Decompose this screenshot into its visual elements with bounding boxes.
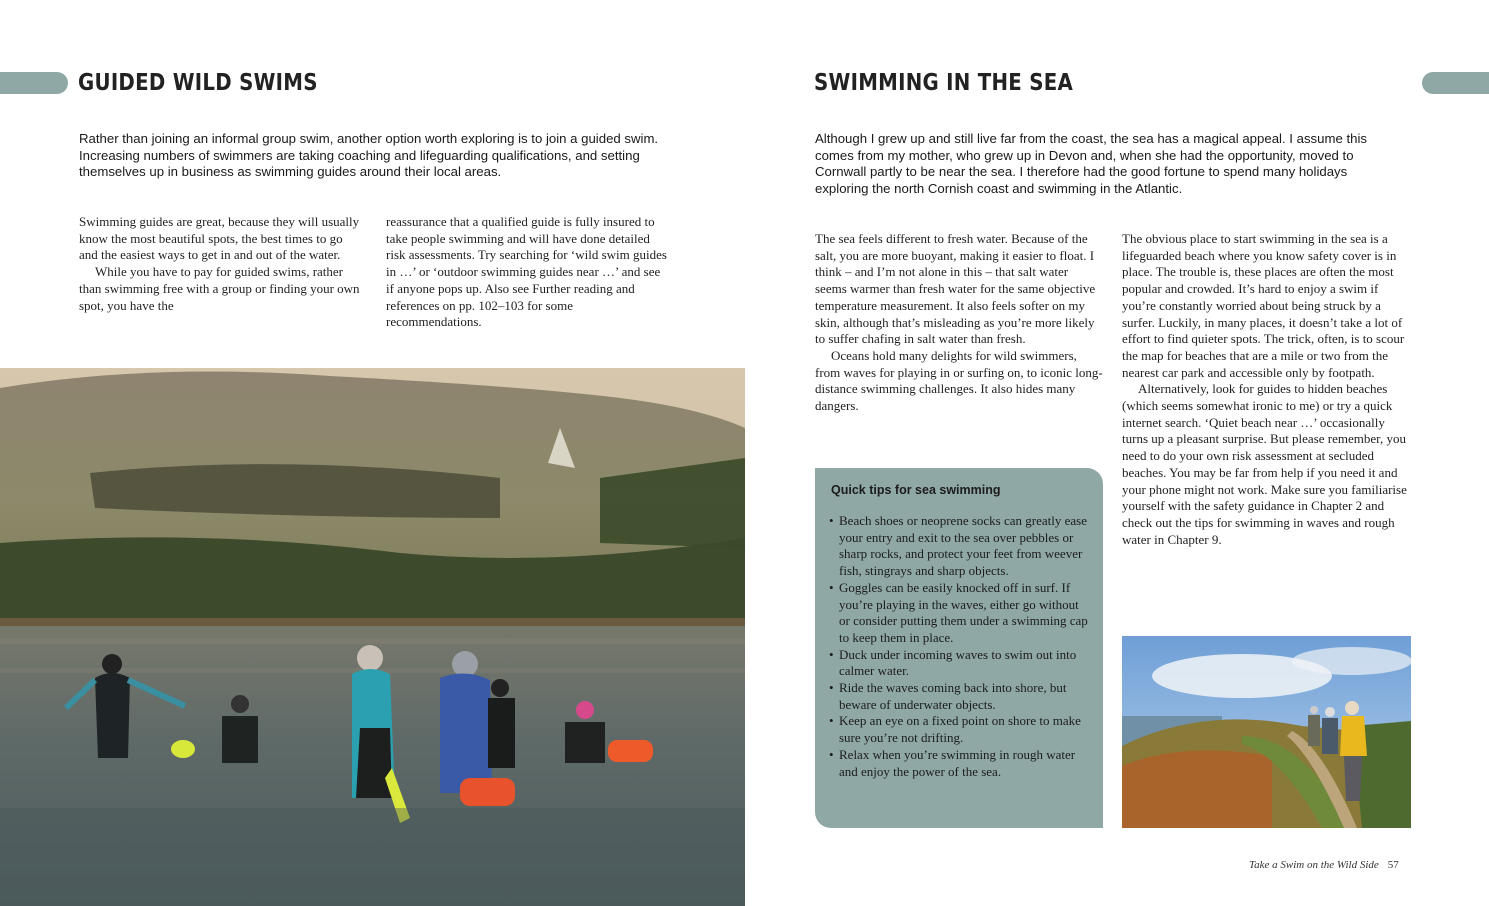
list-item: • Keep an eye on a fixed point on shore to make sure you’re not drifting. (829, 713, 1089, 746)
list-item: • Beach shoes or neoprene socks can greatly ease your entry and exit to the sea over pebbles or sharp rocks, and protect your feet from weever fish, stingrays and sharp objects. (829, 513, 1089, 580)
paragraph: Swimming guides are great, because they will usually know the most beautiful spots, the best times to go and the easiest ways to get in and out of the water. (79, 214, 360, 263)
tips-box (815, 468, 1103, 828)
photo-coastal-path-walkers (1122, 636, 1411, 828)
right-column-2 (1122, 231, 1407, 548)
heading-swimming-in-the-sea: SWIMMING IN THE SEA (814, 70, 1074, 96)
paragraph: While you have to pay for guided swims, rather than swimming free with a group or finding your own spot, you have the (79, 264, 360, 313)
intro-right: Although I grew up and still live far from the coast, the sea has a magical appeal. I assume this comes from my mother, who grew up in Devon and, when she had the opportunity, moved to Cornwall partly to be near the sea. I therefore had the good fortune to spend many holidays exploring the north Cornish coast and swimming in the Atlantic. (815, 131, 1367, 197)
paragraph: The obvious place to start swimming in the sea is a lifeguarded beach where you know safety cover is in place. The trouble is, these places are often the most popular and crowded. It’s hard to enjoy a swim if you’re constantly worried about being struck by a surfer. Luckily, in many places, it doesn’t take a lot of effort to find quieter spots. The trick, often, is to scour the map for beaches that are a mile or two from the nearest car park and accessible only by footpath. (1122, 231, 1405, 380)
list-item: • Duck under incoming waves to swim out into calmer water. (829, 647, 1089, 680)
tips-title: Quick tips for sea swimming (831, 483, 1001, 497)
section-tab-right (1422, 72, 1489, 94)
left-column-1 (79, 214, 364, 314)
section-tab-left (0, 72, 68, 94)
running-footer-title: Take a Swim on the Wild Side (1249, 859, 1379, 871)
list-item: • Relax when you’re swimming in rough water and enjoy the power of the sea. (829, 747, 1089, 780)
list-item: • Goggles can be easily knocked off in surf. If you’re playing in the waves, either go without or consider putting them under a swimming cap to keep them in place. (829, 580, 1089, 647)
paragraph: The sea feels different to fresh water. Because of the salt, you are more buoyant, making it easier to float. I think – and I’m not alone in this – that salt water seems warmer than fresh water for the same objective temperature measurement. It also feels softer on my skin, although that’s misleading as you’re more likely to suffer chafing in salt water than fresh. (815, 231, 1096, 347)
right-column-1 (815, 231, 1103, 415)
page-number: 57 (1387, 859, 1399, 871)
intro-left: Rather than joining an informal group swim, another option worth exploring is to join a guided swim. Increasing numbers of swimmers are taking coaching and lifeguarding qualifications, and setting themselves up in business as swimming guides around their local areas. (79, 131, 659, 180)
paragraph: Oceans hold many delights for wild swimmers, from waves for playing in or surfing on, to iconic long-distance swimming challenges. It also hides many dangers. (815, 347, 1103, 414)
paragraph: reassurance that a qualified guide is fully insured to take people swimming and will have done detailed risk assessments. Try searching for ‘wild swim guides in …’ or ‘outdoor swimming guides near …’ and see if anyone pops up. Also see Further reading and references on pp. 102–103 for some recommendations. (386, 214, 667, 330)
list-item: • Ride the waves coming back into shore, but beware of underwater objects. (829, 680, 1089, 713)
left-column-2 (386, 214, 671, 331)
paragraph: Alternatively, look for guides to hidden beaches (which seems somewhat ironic to me) or try a quick internet search. ‘Quiet beach near …’ occasionally turns up a pleasant surprise. But please remember, you need to do your own risk assessment at secluded beaches. You may be far from help if you need it and your phone might not work. Make sure you familiarise yourself with the safety guidance in Chapter 2 and check out the tips for swimming in waves and rough water in Chapter 9. (1122, 381, 1407, 547)
tips-list (829, 513, 1089, 780)
heading-guided-wild-swims: GUIDED WILD SWIMS (78, 70, 318, 96)
photo-swimmers-in-lake (0, 368, 745, 906)
page-footer (1249, 859, 1399, 871)
